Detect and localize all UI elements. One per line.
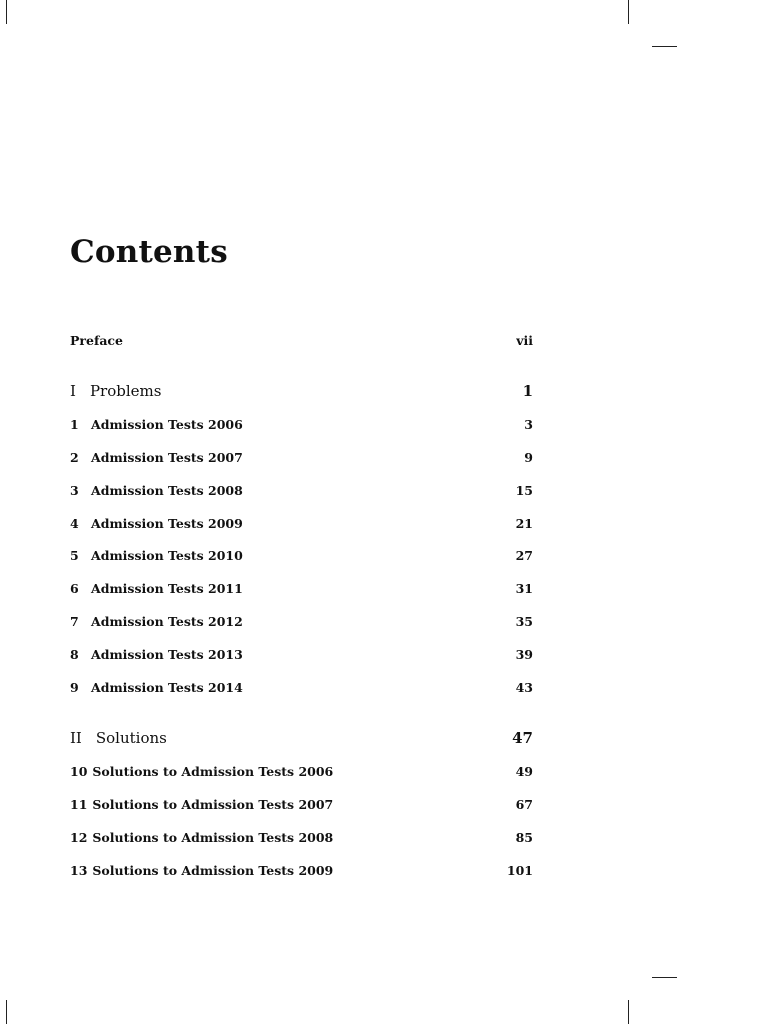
- toc-entry-label: Admission Tests 2013: [91, 647, 243, 662]
- page-title: Contents: [70, 234, 228, 270]
- toc-entry-label: Solutions to Admission Tests 2009: [92, 863, 334, 878]
- crop-mark-top-right-horizontal: [652, 46, 677, 47]
- toc-entry-label: Solutions to Admission Tests 2006: [92, 764, 334, 779]
- toc-entry-page: 35: [515, 614, 533, 629]
- toc-entry-number: 1: [70, 417, 79, 432]
- toc-entry-page: 31: [515, 581, 533, 596]
- toc-entry-chapter-9[interactable]: [70, 680, 533, 700]
- crop-mark-top-left: [6, 0, 7, 24]
- toc-entry-page: 3: [524, 417, 533, 432]
- toc-part-number: I: [70, 382, 76, 400]
- toc-entry-page: 49: [515, 764, 533, 779]
- toc-entry-label: Admission Tests 2007: [91, 450, 243, 465]
- toc-entry-chapter-3[interactable]: [70, 483, 533, 503]
- toc-entry-number: 6: [70, 581, 79, 596]
- toc-entry-page: 67: [515, 797, 533, 812]
- crop-mark-bottom-left: [6, 1000, 7, 1024]
- toc-entry-chapter-4[interactable]: [70, 516, 533, 536]
- toc-entry-page: 9: [524, 450, 533, 465]
- toc-entry-chapter-2[interactable]: [70, 450, 533, 470]
- toc-entry-label: Admission Tests 2014: [91, 680, 243, 695]
- toc-entry-label: Admission Tests 2011: [91, 581, 243, 596]
- toc-entry-label: Solutions to Admission Tests 2008: [92, 830, 334, 845]
- toc-entry-number: 13: [70, 863, 88, 878]
- toc-entry-page: 85: [515, 830, 533, 845]
- toc-entry-label: Admission Tests 2010: [91, 548, 243, 563]
- toc-entry-number: 2: [70, 450, 79, 465]
- toc-entry-number: 7: [70, 614, 79, 629]
- toc-entry-label: Admission Tests 2008: [91, 483, 243, 498]
- toc-entry-label: Admission Tests 2009: [91, 516, 243, 531]
- toc-entry-page: 39: [515, 647, 533, 662]
- toc-entry-chapter-10[interactable]: [70, 764, 533, 784]
- toc-entry-number: 9: [70, 680, 79, 695]
- toc-entry-chapter-5[interactable]: [70, 548, 533, 568]
- toc-part-problems[interactable]: [70, 382, 533, 402]
- toc-entry-number: 3: [70, 483, 79, 498]
- toc-entry-chapter-6[interactable]: [70, 581, 533, 601]
- crop-mark-top-right: [628, 0, 629, 24]
- toc-entry-page: 43: [515, 680, 533, 695]
- toc-part-label: Problems: [89, 382, 162, 400]
- toc-entry-label: Admission Tests 2006: [91, 417, 243, 432]
- toc-entry-number: 11: [70, 797, 88, 812]
- toc-entry-chapter-12[interactable]: [70, 830, 533, 850]
- toc-entry-number: 5: [70, 548, 79, 563]
- toc-entry-label: Admission Tests 2012: [91, 614, 243, 629]
- toc-entry-number: 10: [70, 764, 88, 779]
- toc-part-page: 1: [522, 382, 533, 400]
- toc-entry-chapter-1[interactable]: [70, 417, 533, 437]
- toc-entry-label: Solutions to Admission Tests 2007: [92, 797, 334, 812]
- toc-entry-chapter-13[interactable]: [70, 863, 533, 883]
- toc-entry-label: Preface: [70, 333, 123, 348]
- toc-entry-page: vii: [516, 333, 533, 348]
- toc-part-page: 47: [512, 729, 533, 747]
- crop-mark-bottom-right: [628, 1000, 629, 1024]
- toc-entry-chapter-11[interactable]: [70, 797, 533, 817]
- toc-entry-page: 21: [515, 516, 533, 531]
- toc-entry-chapter-8[interactable]: [70, 647, 533, 667]
- toc-entry-preface[interactable]: [70, 333, 533, 353]
- toc-entry-page: 15: [515, 483, 533, 498]
- toc-part-number: II: [70, 729, 82, 747]
- toc-part-solutions[interactable]: [70, 729, 533, 749]
- toc-entry-chapter-7[interactable]: [70, 614, 533, 634]
- toc-entry-page: 27: [515, 548, 533, 563]
- crop-mark-bottom-right-horizontal: [652, 977, 677, 978]
- toc-entry-number: 12: [70, 830, 88, 845]
- toc-entry-number: 8: [70, 647, 79, 662]
- toc-entry-number: 4: [70, 516, 79, 531]
- toc-entry-page: 101: [506, 863, 533, 878]
- toc-part-label: Solutions: [95, 729, 167, 747]
